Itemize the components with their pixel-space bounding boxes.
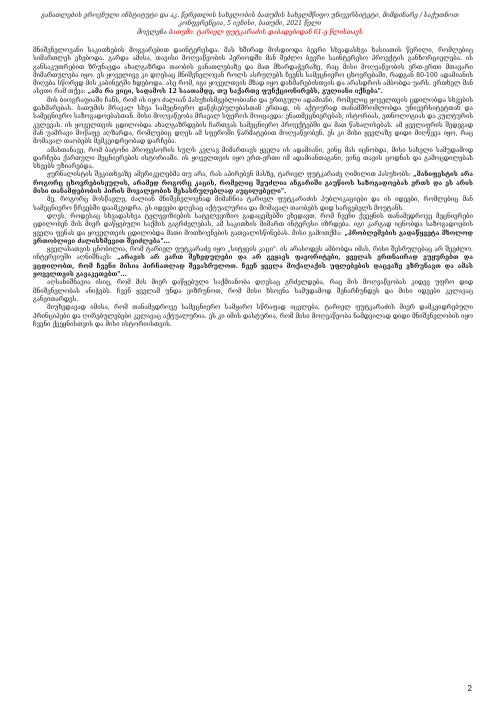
paragraph — [33, 196, 473, 213]
document-body — [33, 47, 473, 329]
paragraph-text: ჟურნალისტის შეკითხვაზე ამერიკელებმა თუ არა, რას აპირებენ მასზე, ტარიელ ფუტკარაძე ღიმილით პასუხობს: — [47, 171, 414, 179]
paragraph — [33, 97, 473, 147]
paragraph — [33, 213, 473, 246]
header-line-3 — [40, 29, 460, 37]
bold-quote: „ამა რა ვიცი, სადამოს 12 საათამდე, თუ საქართვ ფუნქციონირებს, გულიანი იქნება". — [87, 88, 383, 96]
header-line-1: განათლების ეროვნული ინსტიტუტი და აკ. წერეთლის სახელობის ბათუმის სახელმწიფო უნივერსიტეტი, მიმდინარე / საქუთნოთ — [41, 12, 459, 19]
paragraph — [33, 246, 473, 279]
paragraph-text: მე, როგორც მოსწავლე, ძალიან მნიშვნელოვნად მიმაჩნია ტარიელ ფუტკარაძის პუბლიკაციები და ის იდეები, რომლებიც მან სამეცნიერო წრეებში დაამკვიდრა. ეს იდეები დღესაც აქტუალურია და მომავალ თაობებს დიდ სარგებელს მოუტანს. — [33, 196, 473, 212]
paragraph-text: მის ბიოგრაფიაში ჩანს, რომ ის იყო ძალიან პასუხისმგებლობიანი და ერთგული ადამიანი, რომელიც ყოველთვის ცდილობდა სხვების დახმარებას. ბათუმის მრავალ სხვა სამეცნიერო დაწესებულებასთან ერთად, ის აქტიურად თანამშრომლობდა უნივერსიტეტთან და სამეცნიერო საზოგადოებასთან. მისი მოღვაწეობა მრავალ სფეროს მოიცავდა: ენათმეცნიერებას, ისტორიას, ეთნოლოგიას და კულტურის კვლევას. ის ყოველთვის ცდილობდა ახალგაზრდების ჩართვას სამეცნიერო პროექტებში და მათ წახალისებას. ამ ყველაფრის შედეგად მან უამრავი მოწაფე აღზარდა, რომლებიც დღეს ამ სფეროში წარმატებით მოღვაწეობენ. ეს კი მისი ყველაზე დიდი მიღწევა იყო, რაც მომავალ თაობებს მემკვიდრეობად დარჩება. — [33, 96, 473, 146]
paragraph — [33, 304, 473, 329]
paragraph-text: აღსანიშნავია ისიც, რომ მის მიერ დაწყებული საქმიანობა დღესაც გრძელდება, რაც მის მოღვაწეობას კიდევ უფრო დიდ მნიშვნელობას ანიჭებს. ჩვენ ყველამ უნდა ვიზრუნოთ, რომ მისი ხსოვნა სამუდამოდ შენარჩუნდეს და მისი იდეები კვლავაც განვითარდეს. — [33, 279, 473, 303]
paragraph-text: მიუხედავად იმისა, რომ თანამედროვე სამეცნიერო სამყარო სწრაფად იცვლება, ტარიელ ფუტკარაძის მიერ დამკვიდრებული პრინციპები და ღირებულებები კვლავაც აქტუალურია. ეს კი იმის დასტურია, რომ მისი მოღვაწეობა ნამდვილად დიდი მნიშვნელობის იყო ჩვენი ქვეყნისთვის და მისი ისტორიისთვის. — [33, 304, 473, 328]
header-line-3-prefix: მოვლენა — [137, 28, 169, 36]
paragraph-text: დღეს, როდესაც სხვადასხვა ტელევიზიების სატელევიზიო გადაცემებში ვხედავთ, რომ ჩვენი ქვეყნის თანამედროვე მეცნიერები ცდილობენ მის მიერ დაწყებული საქმის გაგრძელებას, ამ საკითხის მიმართ ინტერესი იზრდება. — [33, 212, 473, 229]
paragraph-text: ყველასათვის ცნობილია, რომ ტარიელ ფუტკარაძე იყო „სიტყვის კაცი". ის არასოდეს ამბობდა იმას, რისი შესრულებაც არ შეეძლო. ინტერვიუში აღნიშნავს: — [33, 246, 473, 262]
bold-quote: „არავის არ ვართ შეხედულები და არ გვყავს ფავორიტები, ყველას ერთნაირად ვუყურებთ და ვცდილობთ, რომ ჩვენი მისია პირნათლად შევასრულოთ. ჩვენ ყველა მოქალაქის უფლებების დაცვაზე ვზრუნავთ და ამას ყოველთვის გავაკეთებთ"... — [33, 254, 473, 279]
paragraph — [33, 147, 473, 172]
paragraph-text: ამასთანავე, რომ ბატონი პროფესორის სულს კვლავ მიმართავს ყველა ის ადამიანი, ვინც მას იცნობდა, მისი სახელი სამუდამოდ დარჩება ქართული მეცნიერების ისტორიაში. ის ყოველთვის იყო ერთ-ერთი იმ ადამიანთაგანი, ვინც თავის ცოდნას და გამოცდილებას სხვებს უზიარებდა. — [33, 146, 473, 171]
bold-quote: „მანიფესტის არა როგორც ცხოვრებისეულის, არამედ როგორც კაცის, რომელიც შეუძლია ანგარიში გაუწიოს საზოგადოებას ერთს და ეს არის მისი თანამდებობის პირის მოვალეობის შესასრულებლად აუცილებელი". — [33, 171, 474, 196]
paragraph — [33, 171, 473, 196]
page-number: 2 — [467, 684, 472, 693]
paragraph-text: იგი კარგად იცნობდა საზოგადოების ყველა ფენას და ყოველთვის ცდილობდა მათი მოთხოვნების გათვალისწინებას. მისი გამოთქმა: — [33, 221, 473, 237]
paragraph — [33, 279, 473, 304]
bold-quote: „პრობლემების გადაწყვეტა მხოლოდ ერთობლივი ძალისხმევით შეიძლება"... — [33, 229, 473, 245]
paragraph-text: მნიშვნელოვანი საკითხების მოგვარებით დაინტერესდა. მას ხშირად მოსდიოდა ბევრი სხვადასხვა ხასიათის წერილი, რომლებიც სიმართლეს ეხებოდა. გარდა ამისა, თავისი მოღვაწეობის პერიოდში მან შეძლო ბევრი საინტერესო პროექტის განხორციელება. ის განსაკუთრებით ზრუნავდა ახალგაზრდა თაობის განათლებაზე და მათ მხარდაჭერაზე, რაც მისი მოღვაწეობის ერთ-ერთი მთავარი მიმართულება იყო. ეს ყოველივე კი დღესაც მნიშვნელოვან როლს ასრულებს ჩვენს სამეცნიერო ცხოვრებაში, რადგან 80-100 ადამიანის მიღება სწორედ მის კაბინეტში ხდებოდა. ასე რომ, იგი ყოველთვის მზად იყო დახმარებისთვის და არასდროს ამბობდა უარს. ერთხელ მან ასეთი რამ თქვა: — [33, 47, 473, 96]
header-line-3-title: ბათუმი. ტარიელ ფუტკარაძის დაბადებიდან 61-ე წლისთავს — [168, 28, 363, 36]
header-line-2: კონფერენცია, 5 ივნისი, ბათუმი, 2021 წელი — [178, 20, 322, 28]
paragraph — [33, 47, 473, 97]
page-header — [40, 12, 460, 37]
